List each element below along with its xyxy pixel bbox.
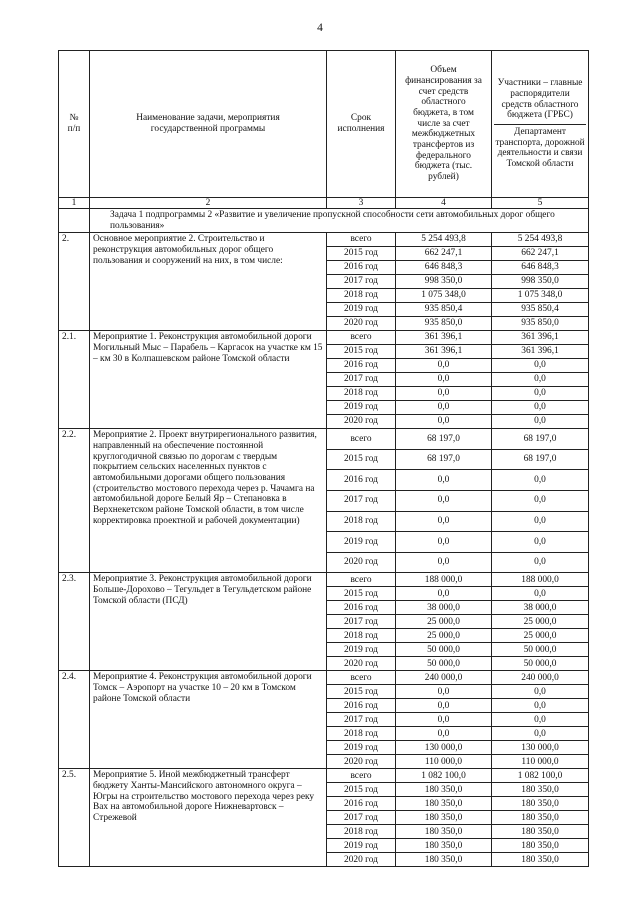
financing-value: 188 000,0 [396,573,492,587]
participant-value: 0,0 [492,359,589,373]
period-cell: 2020 год [327,552,396,573]
header-number: № п/п [59,51,90,198]
financing-value: 0,0 [396,401,492,415]
financing-value: 0,0 [396,699,492,713]
column-numbers-row [59,198,589,209]
activity-row [59,233,589,247]
financing-value: 662 247,1 [396,247,492,261]
period-cell: 2018 год [327,629,396,643]
financing-value: 0,0 [396,490,492,511]
participant-value: 1 075 348,0 [492,289,589,303]
period-cell: всего [327,573,396,587]
participant-value: 0,0 [492,490,589,511]
activity-row [59,573,589,587]
financing-value: 68 197,0 [396,449,492,470]
financing-value: 38 000,0 [396,601,492,615]
period-cell: 2020 год [327,755,396,769]
financing-value: 130 000,0 [396,741,492,755]
financing-value: 180 350,0 [396,825,492,839]
header-participants [492,51,589,198]
participant-value: 25 000,0 [492,615,589,629]
activity-number: 2.1. [59,331,90,429]
period-cell: 2020 год [327,657,396,671]
period-cell: 2019 год [327,303,396,317]
activity-number: 2.2. [59,429,90,573]
financing-value: 0,0 [396,470,492,491]
financing-value: 0,0 [396,415,492,429]
period-cell: 2016 год [327,601,396,615]
column-number: 1 [59,198,90,209]
period-cell: 2018 год [327,825,396,839]
participant-value: 935 850,4 [492,303,589,317]
header-row [59,51,589,198]
period-cell: 2018 год [327,289,396,303]
activity-row [59,429,589,450]
participant-value: 240 000,0 [492,671,589,685]
period-cell: 2018 год [327,727,396,741]
period-cell: 2016 год [327,470,396,491]
header-participants-bottom: Департамент транспорта, дорожной деятельности и связи Томской области [494,124,586,170]
participant-value: 0,0 [492,415,589,429]
participant-value: 180 350,0 [492,839,589,853]
financing-value: 935 850,4 [396,303,492,317]
financing-value: 0,0 [396,532,492,553]
participant-value: 50 000,0 [492,657,589,671]
period-cell: всего [327,671,396,685]
activity-row [59,671,589,685]
activity-number: 2.5. [59,769,90,867]
period-cell: 2020 год [327,415,396,429]
task-row [59,209,589,233]
header-participants-top: Участники – главные распорядители средств областного бюджета (ГРБС) [497,78,583,121]
period-cell: всего [327,233,396,247]
participant-value: 0,0 [492,587,589,601]
participant-value: 5 254 493,8 [492,233,589,247]
activity-number: 2. [59,233,90,331]
financing-value: 935 850,0 [396,317,492,331]
column-number: 4 [396,198,492,209]
period-cell: 2016 год [327,797,396,811]
participant-value: 50 000,0 [492,643,589,657]
participant-value: 0,0 [492,552,589,573]
participant-value: 662 247,1 [492,247,589,261]
financing-value: 0,0 [396,587,492,601]
participant-value: 0,0 [492,699,589,713]
participant-value: 0,0 [492,401,589,415]
period-cell: 2019 год [327,643,396,657]
activity-name: Мероприятие 2. Проект внутрирегионального развития, направленный на обеспечение постоянной круглогодичной связью по дорогам с твердым покрытием сельских населенных пунктов с автомобильными дорогами общего пользования (строительство мостового перехода через р. Чачамга на автомобильной дороге Белый Яр – Степановка в Верхнекетском районе Томской области, в том числе корректировка проектной и рабочей документации) [90,429,327,573]
participant-value: 180 350,0 [492,853,589,867]
financing-value: 180 350,0 [396,811,492,825]
period-cell: 2017 год [327,713,396,727]
period-cell: 2018 год [327,387,396,401]
financing-value: 110 000,0 [396,755,492,769]
participant-value: 180 350,0 [492,797,589,811]
financing-value: 5 254 493,8 [396,233,492,247]
column-number: 5 [492,198,589,209]
period-cell: 2019 год [327,401,396,415]
period-cell: 2017 год [327,275,396,289]
period-cell: 2017 год [327,490,396,511]
participant-value: 68 197,0 [492,429,589,450]
participant-value: 0,0 [492,532,589,553]
financing-value: 25 000,0 [396,615,492,629]
period-cell: 2015 год [327,449,396,470]
financing-value: 0,0 [396,713,492,727]
financing-value: 68 197,0 [396,429,492,450]
financing-value: 1 075 348,0 [396,289,492,303]
page-number: 4 [317,22,323,34]
period-cell: 2019 год [327,839,396,853]
period-cell: 2015 год [327,345,396,359]
participant-value: 0,0 [492,713,589,727]
participant-value: 0,0 [492,727,589,741]
participant-value: 0,0 [492,387,589,401]
financing-value: 180 350,0 [396,797,492,811]
column-number: 3 [327,198,396,209]
participant-value: 1 082 100,0 [492,769,589,783]
participant-value: 110 000,0 [492,755,589,769]
financing-value: 50 000,0 [396,657,492,671]
financing-value: 0,0 [396,552,492,573]
financing-value: 361 396,1 [396,331,492,345]
participant-value: 0,0 [492,470,589,491]
participant-value: 180 350,0 [492,825,589,839]
participant-value: 38 000,0 [492,601,589,615]
participant-value: 180 350,0 [492,811,589,825]
activity-number: 2.3. [59,573,90,671]
program-table [58,50,589,867]
participant-value: 188 000,0 [492,573,589,587]
financing-value: 998 350,0 [396,275,492,289]
period-cell: 2018 год [327,511,396,532]
activity-name: Основное мероприятие 2. Строительство и реконструкция автомобильных дорог общего пользования и сооружений на них, в том числе: [90,233,327,331]
activity-number: 2.4. [59,671,90,769]
period-cell: 2015 год [327,587,396,601]
financing-value: 361 396,1 [396,345,492,359]
financing-value: 0,0 [396,373,492,387]
participant-value: 25 000,0 [492,629,589,643]
participant-value: 180 350,0 [492,783,589,797]
participant-value: 361 396,1 [492,331,589,345]
period-cell: 2020 год [327,853,396,867]
financing-value: 1 082 100,0 [396,769,492,783]
period-cell: 2016 год [327,359,396,373]
financing-value: 0,0 [396,727,492,741]
financing-value: 0,0 [396,511,492,532]
header-financing: Объем финансирования за счет средств областного бюджета, в том числе за счет межбюджетных трансфертов из федерального бюджета (тыс. рублей) [396,51,492,198]
period-cell: 2016 год [327,699,396,713]
activity-name: Мероприятие 3. Реконструкция автомобильной дороги Больше-Дорохово – Тегульдет в Тегульдетском районе Томской области (ПСД) [90,573,327,671]
period-cell: 2015 год [327,685,396,699]
column-number: 2 [90,198,327,209]
period-cell: 2016 год [327,261,396,275]
financing-value: 180 350,0 [396,839,492,853]
financing-value: 25 000,0 [396,629,492,643]
period-cell: всего [327,769,396,783]
period-cell: всего [327,331,396,345]
activity-row [59,331,589,345]
task-title: Задача 1 подпрограммы 2 «Развитие и увеличение пропускной способности сети автомобильных дорог общего пользования» [90,209,589,233]
period-cell: 2017 год [327,811,396,825]
period-cell: всего [327,429,396,450]
financing-value: 646 848,3 [396,261,492,275]
period-cell: 2015 год [327,247,396,261]
participant-value: 361 396,1 [492,345,589,359]
participant-value: 0,0 [492,511,589,532]
participant-value: 68 197,0 [492,449,589,470]
financing-value: 240 000,0 [396,671,492,685]
participant-value: 935 850,0 [492,317,589,331]
period-cell: 2015 год [327,783,396,797]
activity-row [59,769,589,783]
participant-value: 646 848,3 [492,261,589,275]
period-cell: 2019 год [327,741,396,755]
participant-value: 130 000,0 [492,741,589,755]
financing-value: 180 350,0 [396,853,492,867]
activity-name: Мероприятие 5. Иной межбюджетный трансферт бюджету Ханты-Мансийского автономного округа – Югры на строительство мостового перехода через реку Вах на автомобильной дороге Нижневартовск – Стрежевой [90,769,327,867]
activity-name: Мероприятие 4. Реконструкция автомобильной дороги Томск – Аэропорт на участке 10 – 20 км в Томском районе Томской области [90,671,327,769]
financing-value: 0,0 [396,359,492,373]
header-term: Срок исполнения [327,51,396,198]
activity-name: Мероприятие 1. Реконструкция автомобильной дороги Могильный Мыс – Парабель – Каргасок на участке км 15 – км 30 в Колпашевском районе Томской области [90,331,327,429]
task-number-cell [59,209,90,233]
participant-value: 998 350,0 [492,275,589,289]
financing-value: 50 000,0 [396,643,492,657]
period-cell: 2019 год [327,532,396,553]
financing-value: 0,0 [396,685,492,699]
header-name: Наименование задачи, мероприятия государственной программы [90,51,327,198]
period-cell: 2020 год [327,317,396,331]
participant-value: 0,0 [492,373,589,387]
financing-value: 0,0 [396,387,492,401]
financing-value: 180 350,0 [396,783,492,797]
period-cell: 2017 год [327,615,396,629]
period-cell: 2017 год [327,373,396,387]
participant-value: 0,0 [492,685,589,699]
